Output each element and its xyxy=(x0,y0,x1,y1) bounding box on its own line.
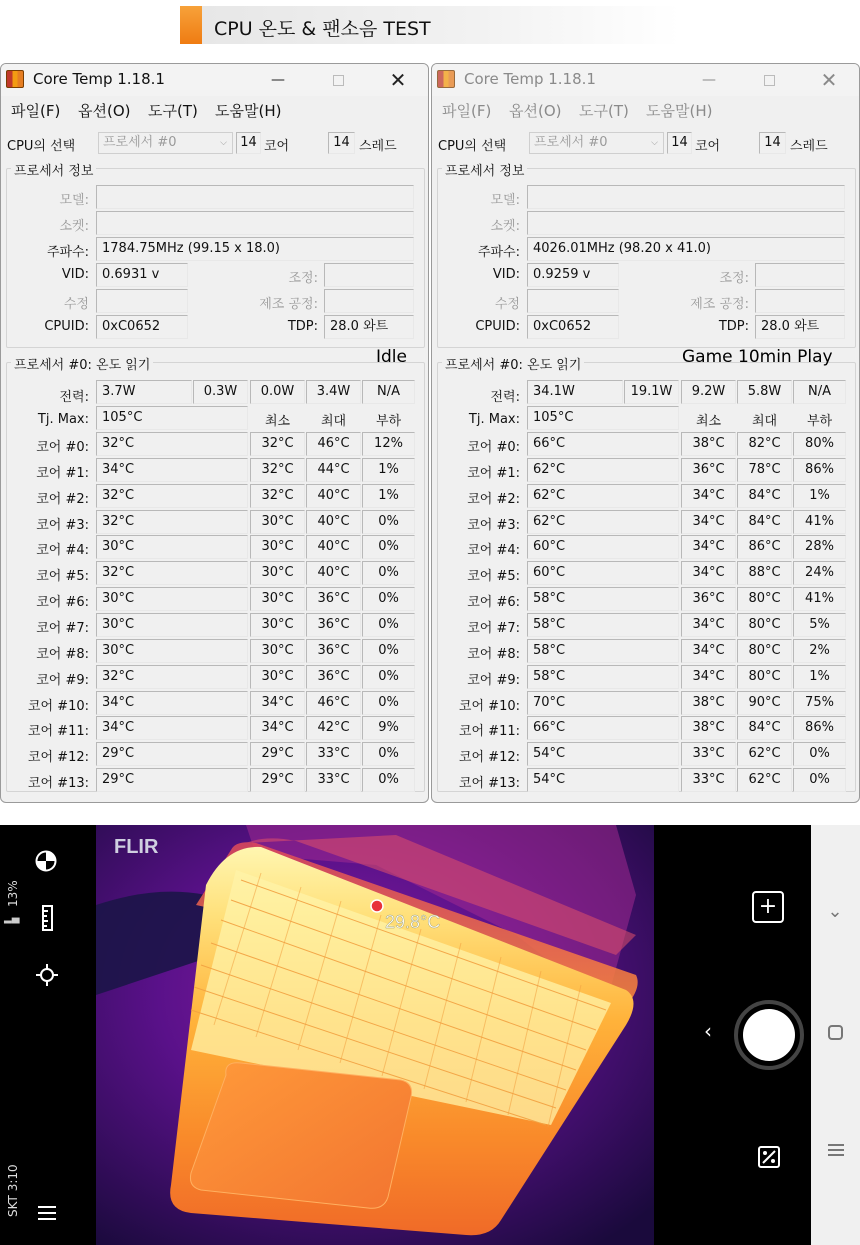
flir-logo: FLIR xyxy=(114,836,159,858)
threads-label: 스레드 xyxy=(790,139,828,154)
column-header: 부하 xyxy=(806,414,833,429)
threads-count: 14 xyxy=(328,132,355,154)
android-nav-bar xyxy=(811,825,860,1245)
core-temp: 66°C xyxy=(527,716,679,740)
core-label: 코어 #10: xyxy=(27,698,89,714)
core-min: 34°C xyxy=(250,716,305,740)
tjmax-value: 105°C xyxy=(96,406,248,430)
core-label: 코어 #6: xyxy=(36,595,89,611)
vid-value: 0.9259 v xyxy=(527,263,619,287)
core-load: 0% xyxy=(362,561,415,585)
core-temp: 60°C xyxy=(527,561,679,585)
socket-label: 소켓: xyxy=(59,219,89,234)
core-load: 80% xyxy=(793,432,846,456)
core-min: 34°C xyxy=(681,535,736,559)
core-load: 0% xyxy=(362,639,415,663)
model-value xyxy=(527,185,845,209)
core-min: 30°C xyxy=(250,613,305,637)
processor-select[interactable]: 프로세서 #0 ⌵ xyxy=(529,132,664,154)
core-load: 86% xyxy=(793,716,846,740)
core-min: 30°C xyxy=(250,665,305,689)
core-label: 코어 #0: xyxy=(36,440,89,455)
core-max: 46°C xyxy=(306,432,361,456)
core-max: 40°C xyxy=(306,484,361,508)
core-temp: 66°C xyxy=(527,432,679,456)
adjust-label: 조정: xyxy=(288,271,318,286)
core-load: 75% xyxy=(793,691,846,715)
core-temp: 34°C xyxy=(96,691,248,715)
core-min: 30°C xyxy=(250,535,305,559)
minimize-button[interactable]: — xyxy=(702,72,716,88)
core-temp: 32°C xyxy=(96,510,248,534)
core-load: 41% xyxy=(793,510,846,534)
core-temp: 34°C xyxy=(96,716,248,740)
core-load: 0% xyxy=(362,535,415,559)
core-load: 1% xyxy=(793,484,846,508)
window-title: Core Temp 1.18.1 xyxy=(464,70,596,88)
power-value: 9.2W xyxy=(681,380,736,404)
menu-icon[interactable] xyxy=(37,1205,57,1221)
lithography-label: 제조 공정: xyxy=(690,297,749,312)
core-load: 1% xyxy=(362,458,415,482)
core-load: 1% xyxy=(362,484,415,508)
home-icon[interactable] xyxy=(828,1025,843,1040)
core-label: 코어 #9: xyxy=(467,672,520,688)
menu-item[interactable]: 파일(F) xyxy=(442,102,492,120)
menu-bar xyxy=(432,97,859,123)
core-label: 코어 #11: xyxy=(27,724,89,740)
core-max: 80°C xyxy=(737,587,792,611)
core-min: 34°C xyxy=(681,484,736,508)
core-min: 30°C xyxy=(250,561,305,585)
core-label: 코어 #3: xyxy=(36,517,89,533)
core-temp: 30°C xyxy=(96,639,248,663)
chevron-down-icon[interactable]: ⌄ xyxy=(827,901,843,922)
tdp-value: 28.0 와트 xyxy=(324,315,414,339)
tdp-label: TDP: xyxy=(718,319,749,334)
menu-item[interactable]: 도움말(H) xyxy=(215,102,282,120)
test-condition-label: Idle xyxy=(376,347,407,367)
dropdown-arrow-icon: ⌵ xyxy=(651,138,658,148)
frequency-value: 1784.75MHz (99.15 x 18.0) xyxy=(96,237,414,261)
core-load: 2% xyxy=(793,639,846,663)
core-label: 코어 #3: xyxy=(467,517,520,533)
core-min: 36°C xyxy=(681,587,736,611)
battery-status: 13% xyxy=(6,880,20,907)
core-label: 코어 #2: xyxy=(467,491,520,507)
coretemp-window-game[interactable] xyxy=(431,63,860,803)
core-label: 코어 #10: xyxy=(458,698,520,714)
core-min: 34°C xyxy=(681,665,736,689)
core-max: 80°C xyxy=(737,613,792,637)
core-max: 36°C xyxy=(306,613,361,637)
model-label: 모델: xyxy=(490,193,520,208)
core-max: 42°C xyxy=(306,716,361,740)
core-load: 0% xyxy=(793,742,846,766)
core-temp: 62°C xyxy=(527,510,679,534)
camera-left-toolbar xyxy=(0,825,96,1245)
cores-label: 코어 xyxy=(264,139,290,154)
core-max: 62°C xyxy=(737,742,792,766)
core-min: 34°C xyxy=(250,691,305,715)
core-min: 32°C xyxy=(250,432,305,456)
signal-icon: ▂▄ xyxy=(4,913,20,924)
core-label: 코어 #13: xyxy=(27,776,89,792)
frequency-value: 4026.01MHz (98.20 x 41.0) xyxy=(527,237,845,261)
cpuid-label: CPUID: xyxy=(475,319,520,334)
thermal-laptop-picture xyxy=(96,825,654,1245)
core-label: 코어 #4: xyxy=(36,543,89,559)
core-max: 40°C xyxy=(306,510,361,534)
column-header: 최대 xyxy=(320,414,347,429)
threads-count: 14 xyxy=(759,132,786,154)
menu-item[interactable]: 옵션(O) xyxy=(509,102,562,120)
core-load: 0% xyxy=(362,510,415,534)
power-value: N/A xyxy=(362,380,415,404)
core-temp: 30°C xyxy=(96,587,248,611)
adjust-label: 조정: xyxy=(719,271,749,286)
core-max: 33°C xyxy=(306,768,361,792)
core-load: 28% xyxy=(793,535,846,559)
recents-icon[interactable] xyxy=(827,1143,845,1157)
core-temp: 62°C xyxy=(527,458,679,482)
core-label: 코어 #5: xyxy=(467,569,520,585)
power-value: 19.1W xyxy=(624,380,679,404)
core-temp: 30°C xyxy=(96,535,248,559)
banner-title: CPU 온도 & 팬소음 TEST xyxy=(214,18,431,40)
processor-select[interactable]: 프로세서 #0 ⌵ xyxy=(98,132,233,154)
core-max: 86°C xyxy=(737,535,792,559)
core-load: 0% xyxy=(362,665,415,689)
core-load: 0% xyxy=(793,768,846,792)
plus-icon[interactable]: + xyxy=(752,891,784,923)
core-label: 코어 #13: xyxy=(458,776,520,792)
core-label: 코어 #9: xyxy=(36,672,89,688)
core-label: 코어 #12: xyxy=(27,750,89,766)
menu-item[interactable]: 도움말(H) xyxy=(646,102,713,120)
core-load: 86% xyxy=(793,458,846,482)
test-condition-label: Game 10min Play xyxy=(682,347,833,367)
column-header: 최대 xyxy=(751,414,778,429)
core-max: 84°C xyxy=(737,510,792,534)
core-label: 코어 #0: xyxy=(467,440,520,455)
core-min: 34°C xyxy=(681,639,736,663)
maximize-button[interactable] xyxy=(754,67,784,93)
power-value: 3.4W xyxy=(306,380,361,404)
gallery-icon[interactable] xyxy=(757,1145,781,1169)
socket-label: 소켓: xyxy=(490,219,520,234)
core-load: 9% xyxy=(362,716,415,740)
cores-count: 14 xyxy=(667,132,692,154)
core-temp: 32°C xyxy=(96,432,248,456)
core-temp: 32°C xyxy=(96,484,248,508)
spot-temperature: 29.8°C xyxy=(385,912,441,932)
cores-label: 코어 xyxy=(695,139,721,154)
core-label: 코어 #7: xyxy=(467,620,520,636)
core-min: 33°C xyxy=(681,742,736,766)
lithography-value xyxy=(324,289,414,313)
model-value xyxy=(96,185,414,209)
core-load: 0% xyxy=(362,768,415,792)
core-max: 80°C xyxy=(737,639,792,663)
core-max: 44°C xyxy=(306,458,361,482)
spot-marker-icon xyxy=(371,900,383,912)
power-value: 0.3W xyxy=(193,380,248,404)
column-header: 최소 xyxy=(695,414,722,429)
column-header: 최소 xyxy=(264,414,291,429)
power-value: 0.0W xyxy=(250,380,305,404)
core-load: 0% xyxy=(362,742,415,766)
core-temp: 32°C xyxy=(96,665,248,689)
core-min: 32°C xyxy=(250,484,305,508)
cpuid-label: CPUID: xyxy=(44,319,89,334)
core-min: 34°C xyxy=(681,613,736,637)
core-temp: 58°C xyxy=(527,613,679,637)
core-max: 40°C xyxy=(306,561,361,585)
column-header: 부하 xyxy=(375,414,402,429)
core-temp: 58°C xyxy=(527,587,679,611)
core-min: 33°C xyxy=(681,768,736,792)
thermal-camera-screen xyxy=(0,825,860,1245)
dropdown-arrow-icon: ⌵ xyxy=(220,138,227,148)
core-max: 84°C xyxy=(737,484,792,508)
camera-right-toolbar xyxy=(654,825,811,1245)
core-min: 34°C xyxy=(681,561,736,585)
core-label: 코어 #7: xyxy=(36,620,89,636)
adjust-value xyxy=(755,263,845,287)
page-banner xyxy=(180,6,680,44)
core-max: 88°C xyxy=(737,561,792,585)
core-min: 29°C xyxy=(250,742,305,766)
core-min: 36°C xyxy=(681,458,736,482)
power-label: 전력: xyxy=(59,390,89,405)
revision-value xyxy=(527,289,619,313)
cpu-select-label: CPU의 선택 xyxy=(438,139,507,154)
core-temp: 54°C xyxy=(527,768,679,792)
core-max: 78°C xyxy=(737,458,792,482)
core-max: 90°C xyxy=(737,691,792,715)
core-label: 코어 #1: xyxy=(36,465,89,481)
vid-value: 0.6931 v xyxy=(96,263,188,287)
core-temp: 58°C xyxy=(527,639,679,663)
adjust-value xyxy=(324,263,414,287)
core-label: 코어 #8: xyxy=(36,646,89,662)
window-title: Core Temp 1.18.1 xyxy=(33,70,165,88)
core-temp: 70°C xyxy=(527,691,679,715)
back-arrow-icon[interactable]: ‹ xyxy=(704,1019,712,1043)
cpuid-value: 0xC0652 xyxy=(527,315,619,339)
revision-label: 수정 xyxy=(63,297,89,312)
core-label: 코어 #12: xyxy=(458,750,520,766)
tjmax-label: Tj. Max: xyxy=(468,412,520,427)
threads-label: 스레드 xyxy=(359,139,397,154)
core-temp: 29°C xyxy=(96,742,248,766)
cores-count: 14 xyxy=(236,132,261,154)
core-label: 코어 #2: xyxy=(36,491,89,507)
title-bar[interactable] xyxy=(1,64,428,96)
core-min: 38°C xyxy=(681,716,736,740)
carrier-time: SKT 3:10 xyxy=(6,1164,20,1217)
core-min: 32°C xyxy=(250,458,305,482)
core-label: 코어 #6: xyxy=(467,595,520,611)
cpuid-value: 0xC0652 xyxy=(96,315,188,339)
core-load: 0% xyxy=(362,691,415,715)
core-min: 30°C xyxy=(250,587,305,611)
core-temp: 30°C xyxy=(96,613,248,637)
core-min: 30°C xyxy=(250,510,305,534)
core-min: 38°C xyxy=(681,432,736,456)
core-min: 29°C xyxy=(250,768,305,792)
menu-item[interactable]: 파일(F) xyxy=(11,102,61,120)
frequency-label: 주파수: xyxy=(46,245,89,260)
thermal-image xyxy=(96,825,654,1245)
power-value: 5.8W xyxy=(737,380,792,404)
lithography-label: 제조 공정: xyxy=(259,297,318,312)
menu-bar xyxy=(1,97,428,123)
core-max: 62°C xyxy=(737,768,792,792)
title-bar[interactable] xyxy=(432,64,859,96)
tdp-value: 28.0 와트 xyxy=(755,315,845,339)
core-temp: 34°C xyxy=(96,458,248,482)
tdp-label: TDP: xyxy=(287,319,318,334)
temperature-title: 프로세서 #0: 온도 읽기 xyxy=(11,354,153,373)
socket-value xyxy=(527,211,845,235)
core-temp: 58°C xyxy=(527,665,679,689)
crosshair-icon[interactable] xyxy=(35,963,59,987)
close-button[interactable]: ✕ xyxy=(389,68,407,92)
core-label: 코어 #5: xyxy=(36,569,89,585)
revision-value xyxy=(96,289,188,313)
core-max: 46°C xyxy=(306,691,361,715)
core-max: 36°C xyxy=(306,665,361,689)
core-max: 36°C xyxy=(306,587,361,611)
core-min: 38°C xyxy=(681,691,736,715)
power-value: 3.7W xyxy=(96,380,192,404)
minimize-button[interactable]: — xyxy=(271,72,285,88)
shutter-button[interactable] xyxy=(734,1000,804,1070)
core-label: 코어 #11: xyxy=(458,724,520,740)
banner-accent xyxy=(180,6,202,44)
processor-info-title: 프로세서 정보 xyxy=(11,160,96,179)
menu-item[interactable]: 도구(T) xyxy=(148,102,198,120)
processor-info-title: 프로세서 정보 xyxy=(442,160,527,179)
palette-icon[interactable] xyxy=(35,850,57,872)
core-temp: 32°C xyxy=(96,561,248,585)
core-label: 코어 #8: xyxy=(467,646,520,662)
ruler-icon[interactable] xyxy=(38,905,54,931)
core-max: 33°C xyxy=(306,742,361,766)
cpu-select-label: CPU의 선택 xyxy=(7,139,76,154)
tjmax-label: Tj. Max: xyxy=(37,412,89,427)
model-label: 모델: xyxy=(59,193,89,208)
core-max: 80°C xyxy=(737,665,792,689)
power-label: 전력: xyxy=(490,390,520,405)
core-max: 40°C xyxy=(306,535,361,559)
core-load: 0% xyxy=(362,587,415,611)
coretemp-app-icon xyxy=(437,70,455,88)
frequency-label: 주파수: xyxy=(477,245,520,260)
maximize-button[interactable] xyxy=(323,67,353,93)
core-temp: 60°C xyxy=(527,535,679,559)
menu-item[interactable]: 옵션(O) xyxy=(78,102,131,120)
lithography-value xyxy=(755,289,845,313)
core-label: 코어 #4: xyxy=(467,543,520,559)
core-load: 12% xyxy=(362,432,415,456)
core-load: 24% xyxy=(793,561,846,585)
core-temp: 62°C xyxy=(527,484,679,508)
core-temp: 29°C xyxy=(96,768,248,792)
core-load: 1% xyxy=(793,665,846,689)
core-temp: 54°C xyxy=(527,742,679,766)
menu-item[interactable]: 도구(T) xyxy=(579,102,629,120)
vid-label: VID: xyxy=(61,267,89,282)
socket-value xyxy=(96,211,414,235)
vid-label: VID: xyxy=(492,267,520,282)
close-button[interactable]: ✕ xyxy=(820,68,838,92)
core-label: 코어 #1: xyxy=(467,465,520,481)
core-load: 0% xyxy=(362,613,415,637)
revision-label: 수정 xyxy=(494,297,520,312)
core-max: 84°C xyxy=(737,716,792,740)
core-load: 5% xyxy=(793,613,846,637)
core-min: 30°C xyxy=(250,639,305,663)
tjmax-value: 105°C xyxy=(527,406,679,430)
power-value: N/A xyxy=(793,380,846,404)
coretemp-app-icon xyxy=(6,70,24,88)
core-max: 82°C xyxy=(737,432,792,456)
core-min: 34°C xyxy=(681,510,736,534)
coretemp-window-idle[interactable] xyxy=(0,63,429,803)
temperature-title: 프로세서 #0: 온도 읽기 xyxy=(442,354,584,373)
power-value: 34.1W xyxy=(527,380,623,404)
core-load: 41% xyxy=(793,587,846,611)
core-max: 36°C xyxy=(306,639,361,663)
